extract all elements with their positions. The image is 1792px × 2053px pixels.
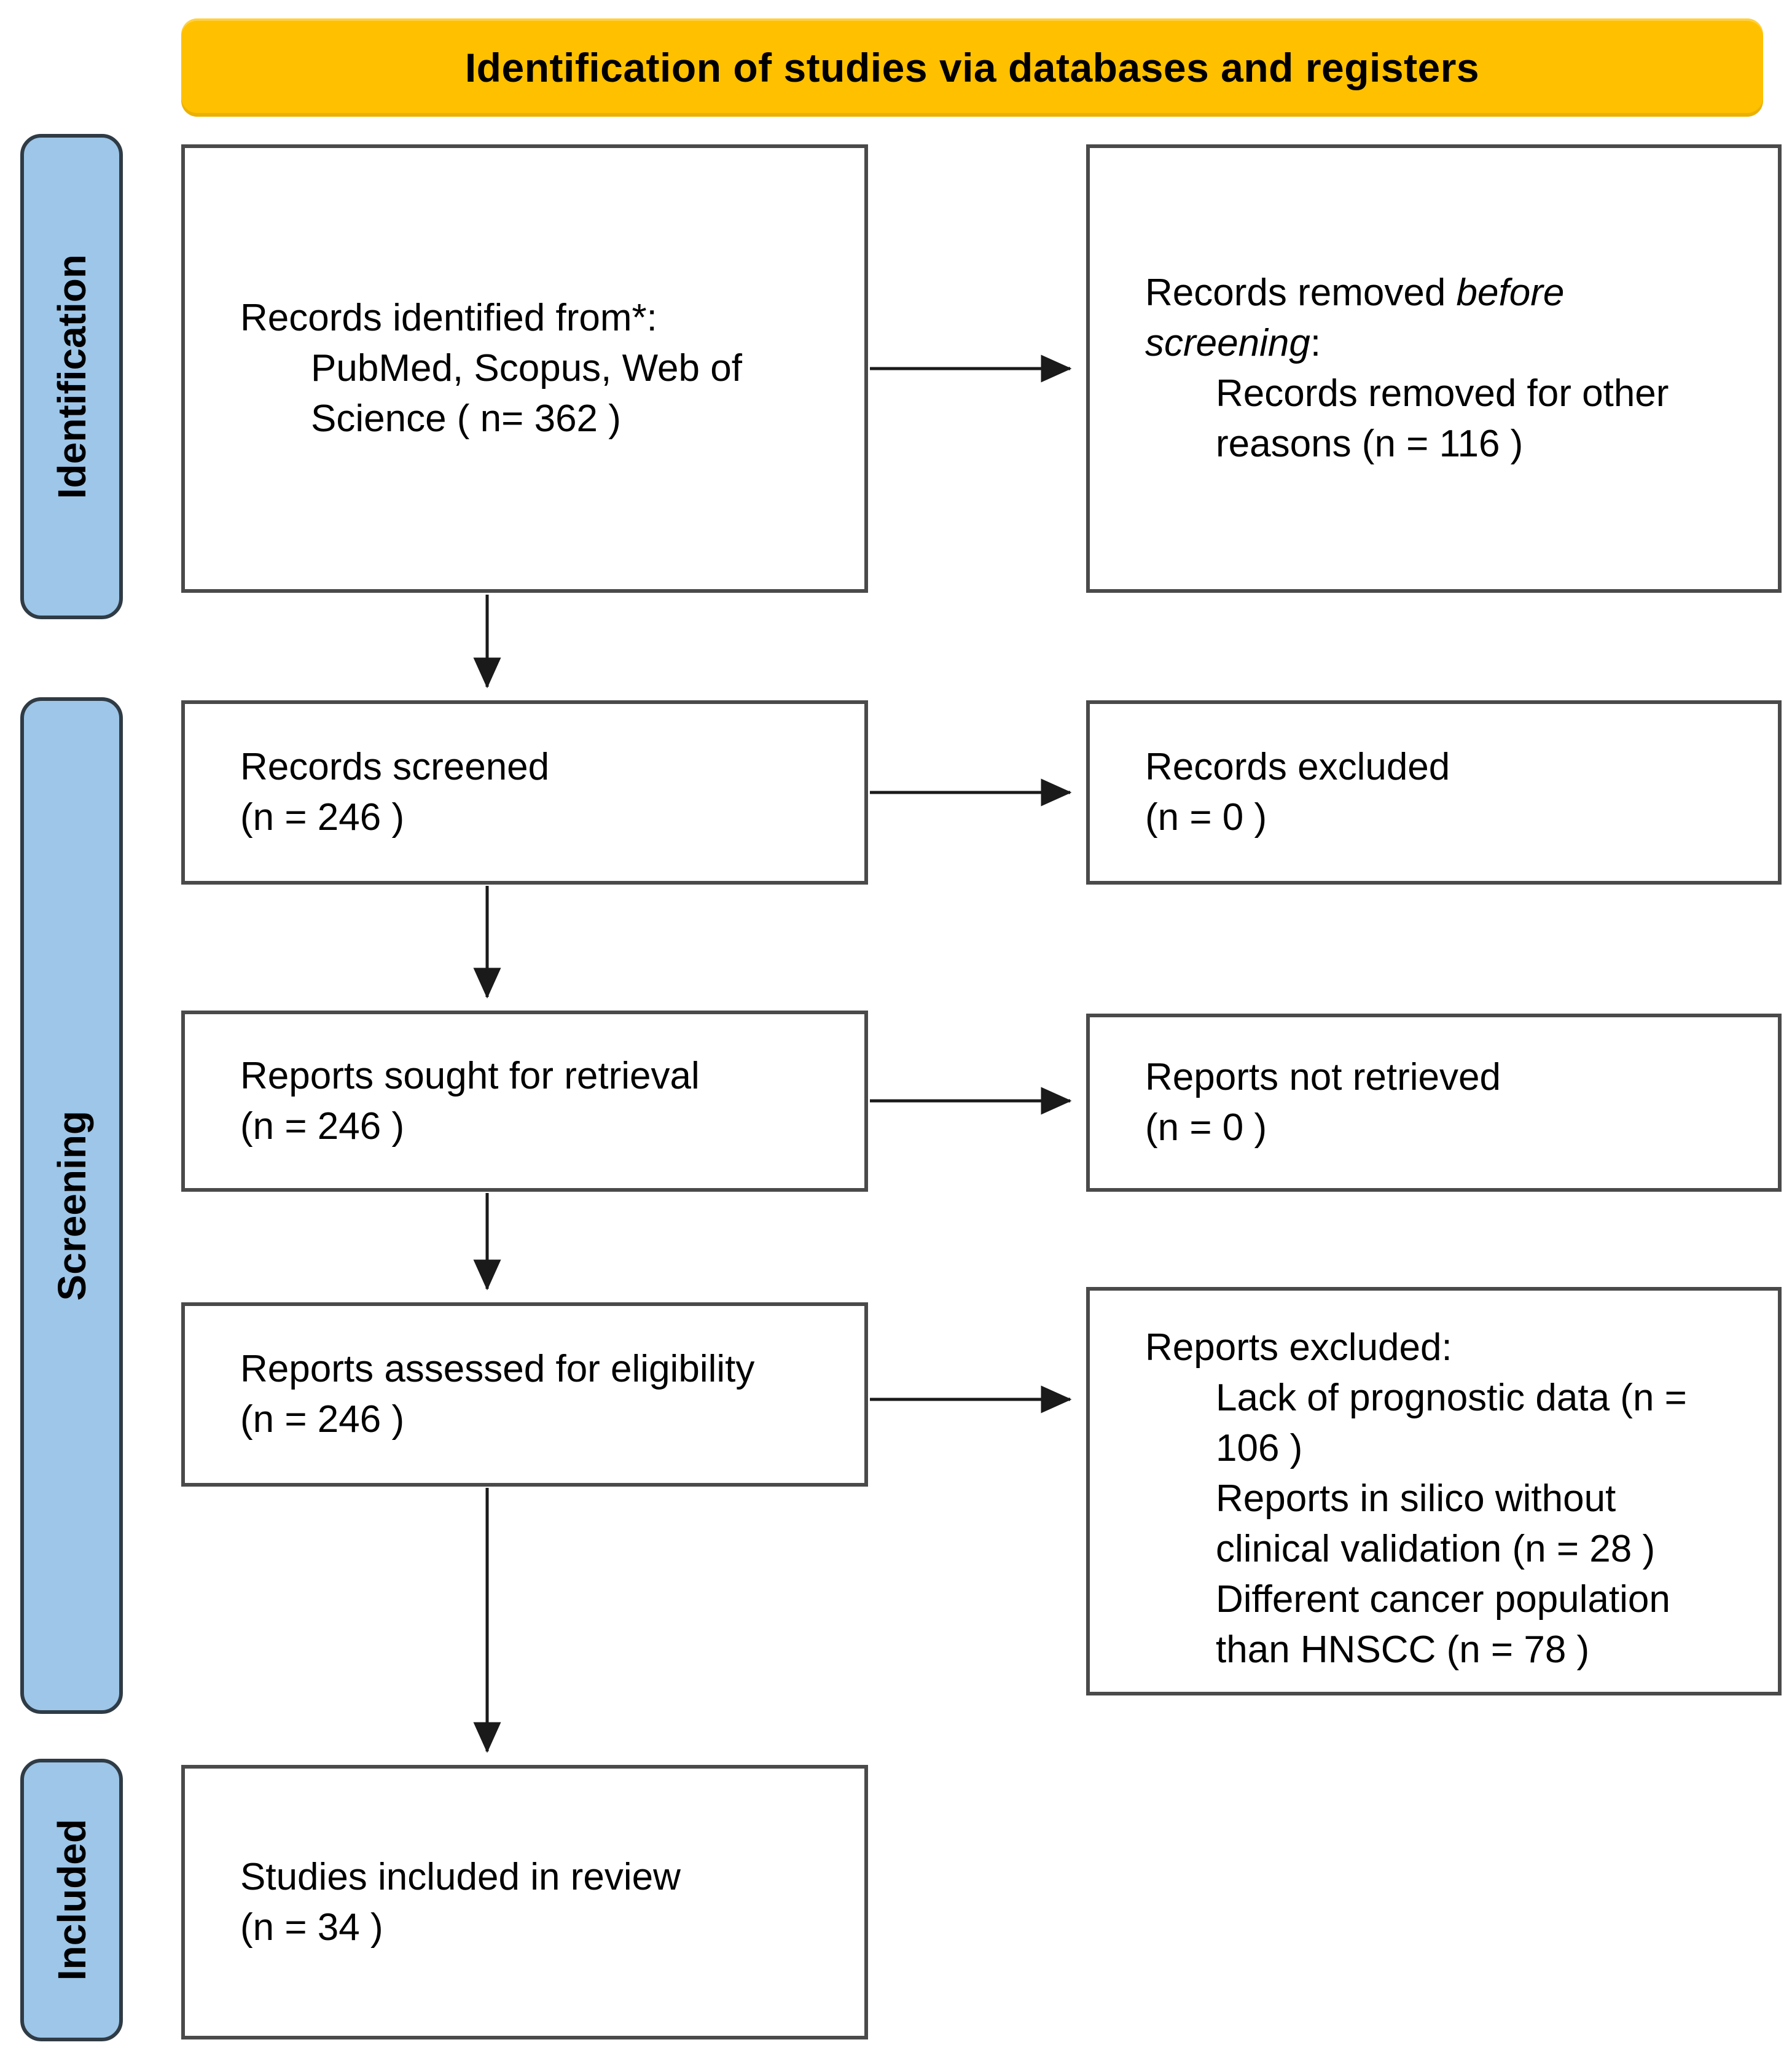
- box-reports-excluded-text: [1090, 1291, 1712, 1675]
- box-title: [1145, 318, 1669, 369]
- stage-label-identification: [20, 134, 123, 619]
- banner: [181, 18, 1763, 117]
- banner-title: Identification of studies via databases and registers: [464, 45, 1480, 90]
- box-line: Records excluded: [1145, 746, 1450, 788]
- box-line: Records screened: [240, 746, 550, 788]
- box-reports-assessed: [181, 1302, 868, 1487]
- box-line: (n = 34 ): [240, 1906, 383, 1949]
- stage-label-screening: [20, 697, 123, 1714]
- box-title: Reports excluded:: [1145, 1326, 1452, 1369]
- box-line: than HNSCC (n = 78 ): [1216, 1629, 1590, 1671]
- box-reports-not-retrieved: [1086, 1014, 1782, 1192]
- box-title-italic: screening: [1145, 322, 1310, 364]
- box-records-identified: [181, 144, 868, 593]
- box-reports-sought: [181, 1011, 868, 1192]
- box-records-removed-text: [1090, 268, 1693, 469]
- box-reports-assessed-text: [185, 1344, 779, 1445]
- box-line: reasons (n = 116 ): [1216, 423, 1524, 465]
- stage-label-included: [20, 1759, 123, 2041]
- box-reports-sought-text: [185, 1051, 724, 1152]
- box-line: Lack of prognostic data (n =: [1216, 1377, 1687, 1419]
- box-line: PubMed, Scopus, Web of: [311, 347, 742, 389]
- box-title-normal: Records removed: [1145, 272, 1457, 314]
- box-line: (n = 0 ): [1145, 1106, 1267, 1149]
- stage-label-screening-text: Screening: [49, 1110, 94, 1301]
- box-line: Reports assessed for eligibility: [240, 1348, 755, 1390]
- box-records-excluded: [1086, 700, 1782, 885]
- stage-label-included-text: Included: [49, 1819, 94, 1981]
- box-line: Reports sought for retrieval: [240, 1054, 700, 1097]
- box-line: (n = 0 ): [1145, 796, 1267, 839]
- box-reports-excluded: [1086, 1287, 1782, 1695]
- box-records-screened: [181, 700, 868, 885]
- box-title-italic: before: [1456, 272, 1565, 314]
- box-line: Reports in silico without: [1216, 1477, 1616, 1520]
- box-records-screened-text: [185, 742, 574, 843]
- box-line: Science ( n= 362 ): [311, 397, 621, 440]
- box-line: Reports not retrieved: [1145, 1056, 1501, 1098]
- box-line: Records removed for other: [1216, 372, 1669, 415]
- box-line: (n = 246 ): [240, 1398, 405, 1441]
- box-records-removed: [1086, 144, 1782, 593]
- box-line: Different cancer population: [1216, 1578, 1670, 1621]
- box-line: Studies included in review: [240, 1855, 681, 1898]
- box-studies-included-text: [185, 1852, 705, 1953]
- box-records-identified-text: [185, 293, 767, 444]
- box-line: (n = 246 ): [240, 1105, 405, 1148]
- box-title: Records identified from*:: [240, 297, 657, 339]
- box-title-normal: :: [1310, 322, 1321, 364]
- box-line: 106 ): [1216, 1427, 1303, 1469]
- box-reports-not-retrieved-text: [1090, 1052, 1525, 1153]
- box-studies-included: [181, 1765, 868, 2039]
- box-records-excluded-text: [1090, 742, 1474, 843]
- box-title: [1145, 268, 1669, 318]
- box-line: clinical validation (n = 28 ): [1216, 1528, 1656, 1570]
- stage-label-identification-text: Identification: [49, 254, 94, 499]
- box-line: (n = 246 ): [240, 796, 405, 839]
